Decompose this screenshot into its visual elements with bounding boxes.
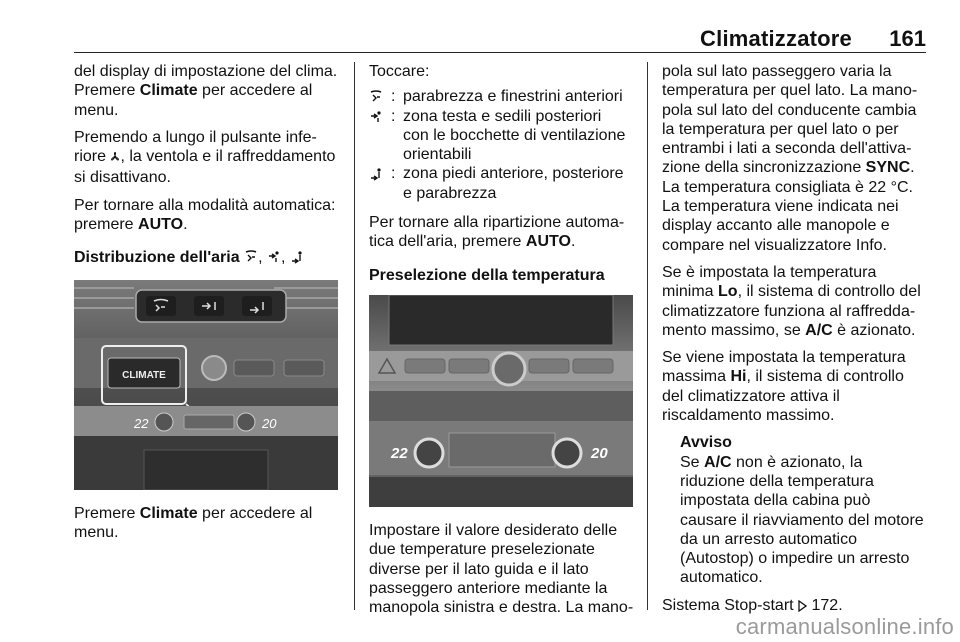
fan-icon	[110, 149, 120, 168]
paragraph: Se viene impostata la temperatura massima Hi, il sistema di controllo del climatizzatore attiva il riscaldamento massimo.	[662, 349, 906, 425]
paragraph: pola sul lato passeggero varia la temperatura per quel lato. La mano-pola sul lato del conducente cambia la temperatura per quel lato o per entrambi i lati a seconda dell'attiva-zione della sincronizzazione SYNC. La temperatura consigliata è 22 °C. La temperatura viene indicata nei display accanto alle manopole e compare nel visualizzatore Info.	[662, 63, 918, 254]
temperature-knobs-photo	[369, 295, 633, 507]
head-airflow-icon	[369, 107, 391, 165]
list-item: : parabrezza e finestrini anteriori	[369, 87, 631, 106]
paragraph: Per tornare alla modalità automatica: premere AUTO.	[74, 196, 336, 234]
paragraph: del display di impostazione del clima. Premere Climate per accedere al menu.	[74, 63, 338, 119]
paragraph: Per tornare alla ripartizione automa-tica dell'aria, premere AUTO.	[369, 214, 625, 251]
list-item: : zona piedi anteriore, posteriore e parabrezza	[369, 164, 631, 203]
temp-display-left: 22	[134, 415, 149, 431]
page-title: Climatizzatore	[700, 26, 852, 51]
paragraph: Premendo a lungo il pulsante infe-riore , la ventola e il raffreddamento si disattivano.	[74, 128, 336, 187]
notice-title: Avviso	[680, 434, 732, 452]
feet-airflow-icon	[369, 164, 391, 203]
windscreen-airflow-icon	[369, 87, 391, 106]
column-divider	[354, 62, 355, 610]
list-item: : zona testa e sedili posteriori con le bocchette di ventilazione orientabili	[369, 107, 631, 165]
page-header	[74, 22, 926, 53]
paragraph: Toccare:	[369, 63, 430, 80]
page-number: 161	[889, 26, 926, 51]
feet-airflow-icon	[290, 250, 304, 269]
notice-box	[680, 433, 928, 587]
temp-display-left: 22	[391, 444, 408, 462]
notice-text: Se A/C non è azionato, la riduzione della temperatura impostata della cabina può causare il riavviamento del motore da un arresto automatico (Autostop) o impedire un arresto automatico.	[680, 453, 924, 587]
temp-display-right: 20	[591, 444, 608, 462]
section-heading: Distribuzione dell'aria , ,	[74, 248, 346, 269]
windscreen-airflow-icon	[244, 250, 258, 269]
temp-display-right: 20	[262, 415, 277, 431]
airflow-definition-list	[369, 87, 631, 203]
paragraph: Impostare il valore desiderato delle due temperature preselezionate diverse per il lato guida e il lato passeggero anteriore mediante la manopola sinistra e destra. La mano-	[369, 521, 634, 617]
climate-button-label: CLIMATE	[122, 369, 166, 381]
head-airflow-icon	[267, 250, 281, 269]
paragraph: Se è impostata la temperatura minima Lo, il sistema di controllo del climatizzatore funziona al raffredda-mento massimo, se A/C è azionato.	[662, 263, 921, 339]
column-2	[369, 62, 637, 625]
column-divider	[647, 62, 648, 610]
column-3	[662, 62, 928, 625]
column-1	[74, 62, 346, 550]
watermark: carmanualsonline.info	[735, 614, 954, 639]
climate-panel-photo	[74, 280, 338, 490]
section-heading: Preselezione della temperatura	[369, 266, 605, 284]
paragraph: Premere Climate per accedere al menu.	[74, 504, 313, 541]
cross-reference: Sistema Stop-start 172.	[662, 596, 928, 617]
